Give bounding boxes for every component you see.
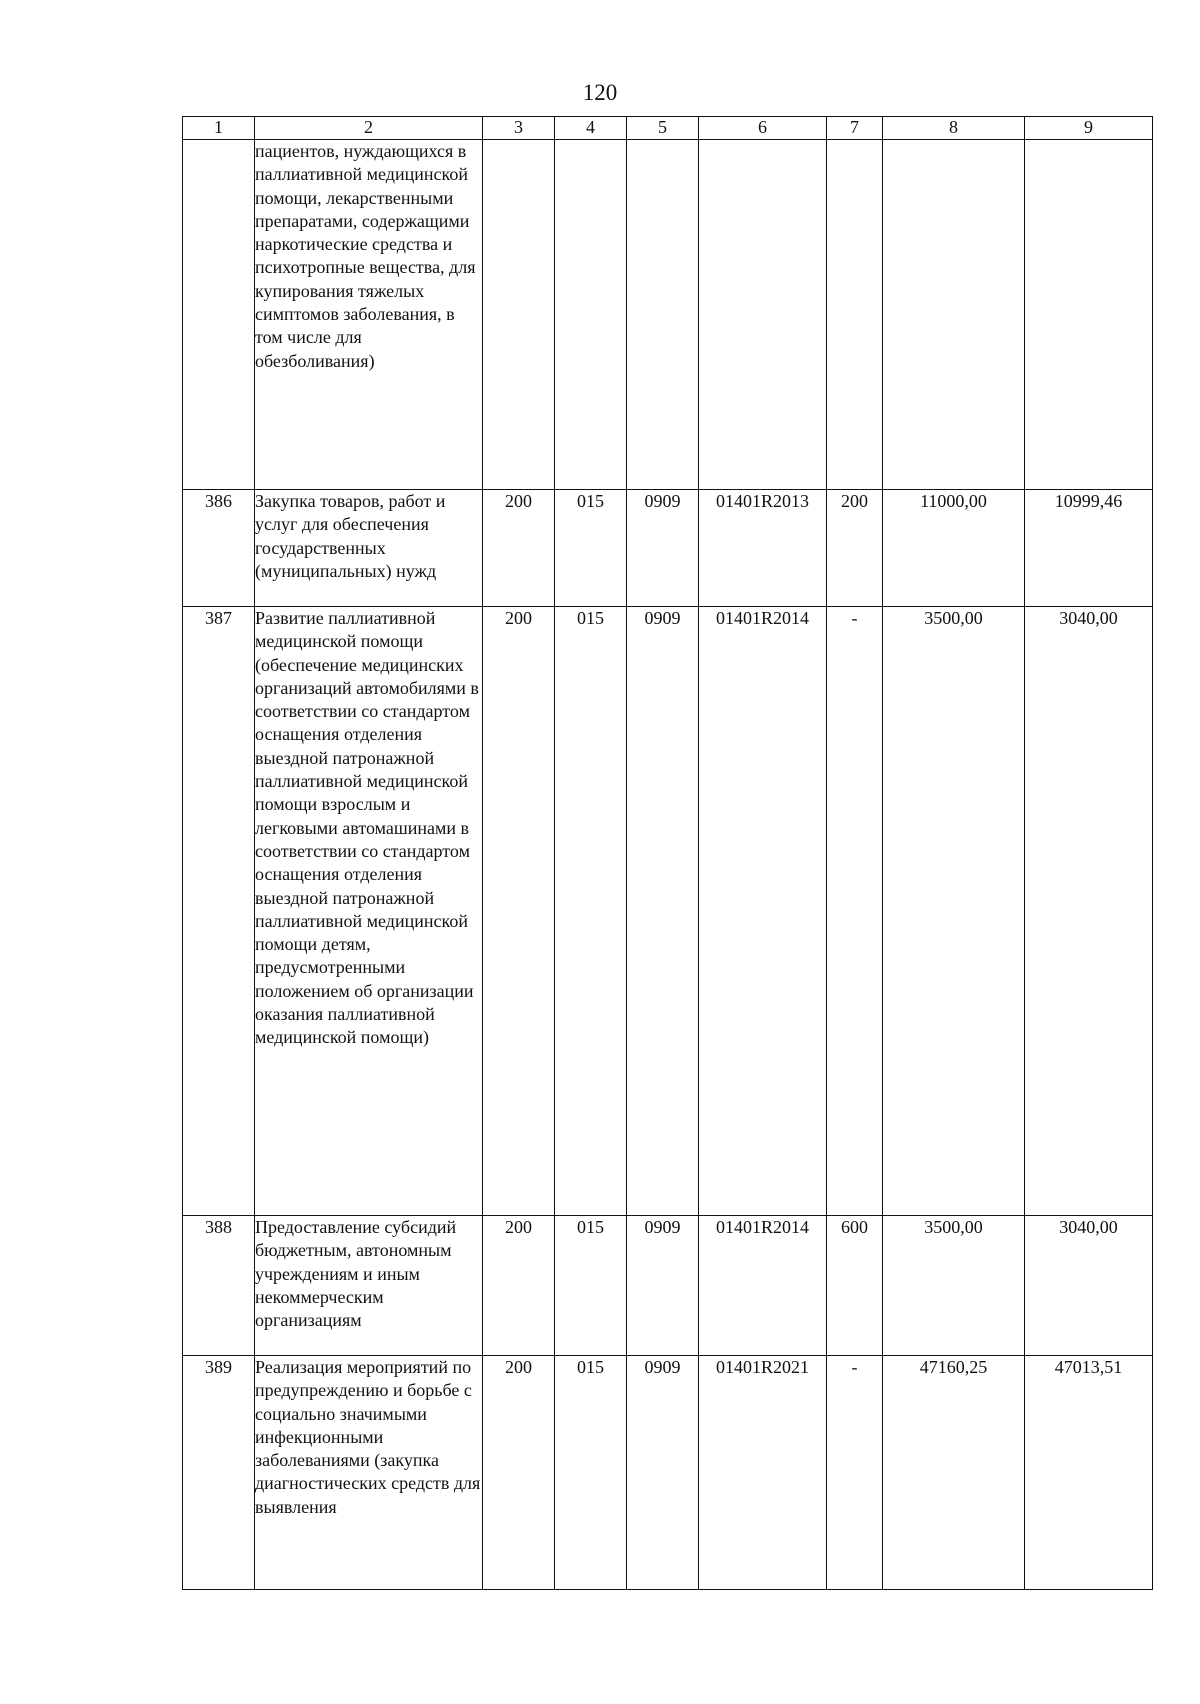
column-header: 3 xyxy=(483,117,555,140)
column-header: 9 xyxy=(1025,117,1153,140)
cell-col4: 015 xyxy=(555,1356,627,1590)
cell-col8: 3500,00 xyxy=(883,607,1025,1216)
cell-col3: 200 xyxy=(483,1216,555,1356)
cell-col8: 3500,00 xyxy=(883,1216,1025,1356)
cell-col4: 015 xyxy=(555,607,627,1216)
cell-col3 xyxy=(483,140,555,490)
cell-col9: 3040,00 xyxy=(1025,607,1153,1216)
column-header: 4 xyxy=(555,117,627,140)
column-header: 2 xyxy=(255,117,483,140)
cell-col7: - xyxy=(827,607,883,1216)
row-number: 388 xyxy=(183,1216,255,1356)
row-description: Предоставление субсидий бюджетным, автономным учреждениям и иным некоммерческим организациям xyxy=(255,1216,483,1356)
row-number: 389 xyxy=(183,1356,255,1590)
cell-col8: 47160,25 xyxy=(883,1356,1025,1590)
cell-col6 xyxy=(699,140,827,490)
cell-col9 xyxy=(1025,140,1153,490)
cell-col5: 0909 xyxy=(627,490,699,607)
cell-col7 xyxy=(827,140,883,490)
cell-col6: 01401R2021 xyxy=(699,1356,827,1590)
cell-col5 xyxy=(627,140,699,490)
cell-col6: 01401R2014 xyxy=(699,607,827,1216)
cell-col7: - xyxy=(827,1356,883,1590)
row-description: Развитие паллиативной медицинской помощи (обеспечение медицинских организаций автомобилями в соответствии со стандартом оснащения отделения выездной патронажной паллиативной медицинской помощи взрослым и легковыми автомашинами в соответствии со стандартом оснащения отделения выездной патронажной паллиативной медицинской помощи детям, предусмотренными положением об организации оказания паллиативной медицинской помощи) xyxy=(255,607,483,1216)
row-number: 386 xyxy=(183,490,255,607)
cell-col5: 0909 xyxy=(627,607,699,1216)
row-number xyxy=(183,140,255,490)
table-row xyxy=(183,1216,1153,1356)
row-description: Закупка товаров, работ и услуг для обеспечения государственных (муниципальных) нужд xyxy=(255,490,483,607)
column-header: 8 xyxy=(883,117,1025,140)
cell-col7: 600 xyxy=(827,1216,883,1356)
column-header: 7 xyxy=(827,117,883,140)
table-row xyxy=(183,1356,1153,1590)
cell-col8: 11000,00 xyxy=(883,490,1025,607)
cell-col9: 47013,51 xyxy=(1025,1356,1153,1590)
cell-col3: 200 xyxy=(483,490,555,607)
cell-col7: 200 xyxy=(827,490,883,607)
table-row xyxy=(183,140,1153,490)
cell-col6: 01401R2013 xyxy=(699,490,827,607)
cell-col9: 10999,46 xyxy=(1025,490,1153,607)
cell-col4: 015 xyxy=(555,490,627,607)
row-description: Реализация мероприятий по предупреждению и борьбе с социально значимыми инфекционными заболеваниями (закупка диагностических средств для выявления xyxy=(255,1356,483,1590)
table-row xyxy=(183,490,1153,607)
budget-table xyxy=(182,116,1153,1590)
cell-col4: 015 xyxy=(555,1216,627,1356)
cell-col9: 3040,00 xyxy=(1025,1216,1153,1356)
table-row xyxy=(183,607,1153,1216)
row-description: пациентов, нуждающихся в паллиативной медицинской помощи, лекарственными препаратами, содержащими наркотические средства и психотропные вещества, для купирования тяжелых симптомов заболевания, в том числе для обезболивания) xyxy=(255,140,483,490)
page-number: 120 xyxy=(582,80,618,105)
cell-col6: 01401R2014 xyxy=(699,1216,827,1356)
column-header: 1 xyxy=(183,117,255,140)
cell-col5: 0909 xyxy=(627,1216,699,1356)
cell-col4 xyxy=(555,140,627,490)
table-header-row xyxy=(183,117,1153,140)
cell-col5: 0909 xyxy=(627,1356,699,1590)
column-header: 6 xyxy=(699,117,827,140)
cell-col3: 200 xyxy=(483,607,555,1216)
cell-col3: 200 xyxy=(483,1356,555,1590)
cell-col8 xyxy=(883,140,1025,490)
column-header: 5 xyxy=(627,117,699,140)
row-number: 387 xyxy=(183,607,255,1216)
